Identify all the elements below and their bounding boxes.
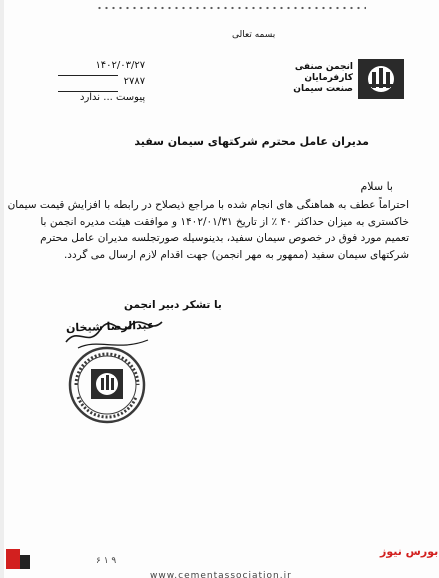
body-line: تعمیم مورد فوق در خصوص سیمان سفید، بدینوسیله صورتجلسه مدیران عامل محترم <box>40 232 409 244</box>
top-dotted-line <box>96 6 366 10</box>
closing: با تشکر دبیر انجمن <box>124 299 222 311</box>
number-underline <box>58 91 118 92</box>
letter-number: ۲۷۸۷ <box>123 76 146 87</box>
scan-edge <box>0 0 4 578</box>
watermark: بورس نیوز <box>380 545 439 558</box>
body-line: احتراماً عطف به هماهنگی های انجام شده با مراجع ذیصلاح در رابطه با افزایش قیمت سیمان <box>7 199 409 211</box>
letter-body <box>7 197 409 263</box>
org-line: صنعت سیمان <box>293 84 353 94</box>
greeting: با سلام <box>360 180 393 193</box>
page-reference: ۶ ۱ ۹ <box>96 556 117 566</box>
letter-meta <box>80 58 145 106</box>
attachment: پیوست ... ندارد <box>80 92 146 103</box>
organization-name <box>293 62 353 95</box>
footer-website: www.cementassociation.ir <box>150 571 292 578</box>
date: ۱۴۰۲/۰۳/۲۷ <box>95 60 146 71</box>
bismillah: بسمه تعالی <box>232 30 276 40</box>
signer-name: عبدالرضا شیخان <box>65 318 155 335</box>
association-seal <box>66 345 148 425</box>
recipient: مدیران عامل محترم شرکتهای سیمان سفید <box>134 135 369 148</box>
org-line: انجمن صنفی <box>294 62 353 72</box>
date-underline <box>58 75 118 76</box>
body-line: شرکتهای سیمان سفید (ممهور به مهر انجمن) جهت اقدام لازم ارسال می گردد. <box>63 248 409 261</box>
org-line: کارفرمایان <box>304 73 353 83</box>
corner-logo-icon <box>4 545 34 573</box>
association-logo <box>357 58 405 100</box>
body-line: خاکستری به میزان حداکثر ۴۰ ٪ از تاریخ ۱۴۰۲/۰۱/۳۱ و موافقت هیئت مدیره انجمن با <box>40 215 409 228</box>
